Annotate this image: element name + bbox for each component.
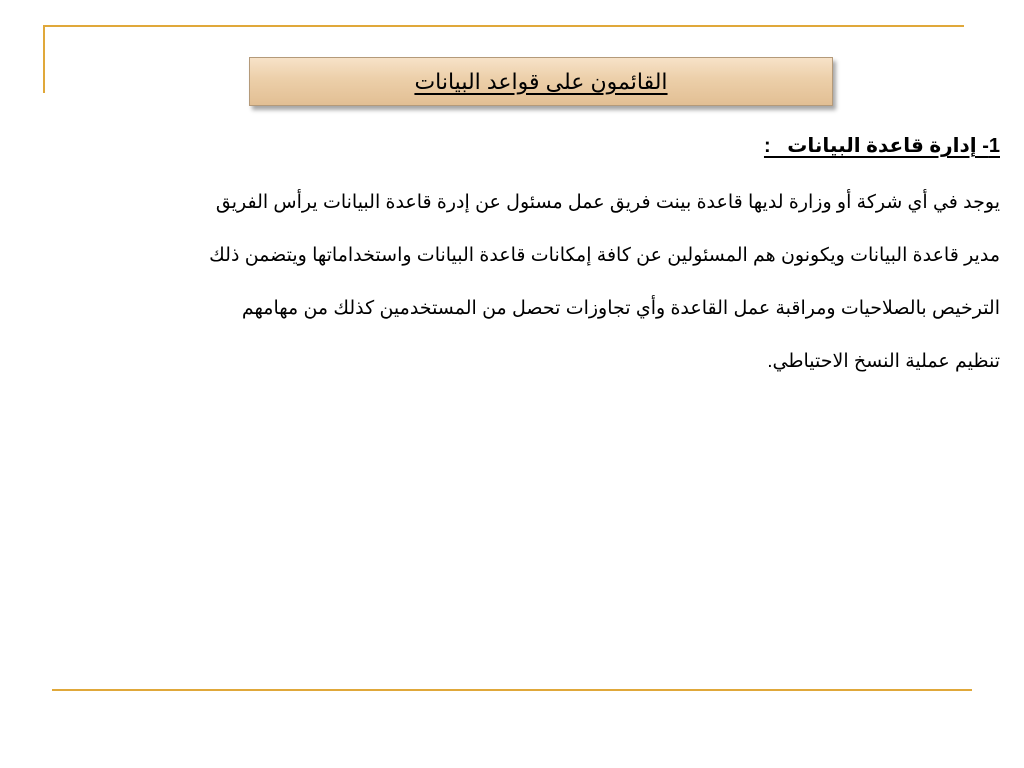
frame-top-line — [43, 25, 964, 27]
body-line-2: مدير قاعدة البيانات ويكونون هم المسئولين عن كافة إمكانات قاعدة البيانات واستخداماتها ويتضمن ذلك — [209, 245, 1000, 266]
title-box — [249, 57, 833, 106]
frame-bottom-line — [52, 689, 972, 691]
body-line-1: يوجد في أي شركة أو وزارة لديها قاعدة بينت فريق عمل مسئول عن إدرة قاعدة البيانات يرأس الفريق — [215, 192, 1000, 213]
slide-title: القائمون على قواعد البيانات — [414, 68, 668, 94]
slide-content — [80, 130, 1000, 388]
body-line-4: تنظيم عملية النسخ الاحتياطي. — [767, 351, 1000, 372]
body-line-3: الترخيص بالصلاحيات ومراقبة عمل القاعدة وأي تجاوزات تحصل من المستخدمين كذلك من مهامهم — [241, 298, 1000, 319]
frame-left-line — [43, 25, 45, 93]
section-heading: 1- إدارة قاعدة البيانات : — [763, 135, 1000, 157]
